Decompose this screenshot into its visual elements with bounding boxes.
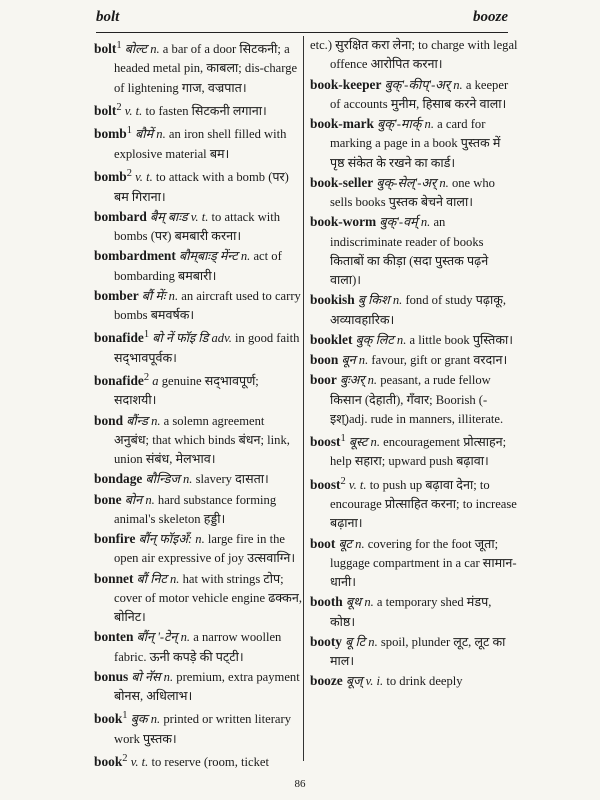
definition: favour, gift or grant वरदान। bbox=[371, 353, 508, 367]
part-of-speech: v. t. bbox=[130, 755, 149, 770]
dictionary-entry bbox=[94, 368, 302, 411]
dictionary-entry bbox=[310, 350, 518, 370]
headword: bonnet bbox=[94, 570, 134, 586]
definition: in good faith सद्‌भावपूर्वक। bbox=[114, 331, 300, 365]
part-of-speech: n. bbox=[368, 634, 378, 649]
pronunciation: बूट bbox=[338, 536, 353, 551]
homograph-number: 1 bbox=[122, 710, 128, 722]
pronunciation: बौंन् फॉइॲं: bbox=[138, 532, 193, 547]
dictionary-entry bbox=[310, 370, 518, 429]
pronunciation: बुक्‌'-मार्क् bbox=[377, 117, 422, 131]
part-of-speech: n. bbox=[156, 127, 166, 142]
headword: bolt bbox=[94, 41, 117, 57]
part-of-speech: adv. bbox=[211, 331, 232, 346]
headword: bolt bbox=[94, 103, 117, 119]
pronunciation: बुःअर् bbox=[339, 373, 365, 388]
dictionary-entry bbox=[94, 325, 302, 368]
definition: an iron shell filled with explosive material बम। bbox=[114, 127, 287, 161]
definition: hard substance forming animal's skeleton हड्डी। bbox=[114, 492, 277, 526]
dictionary-entry bbox=[94, 36, 302, 98]
pronunciation: बु किश bbox=[357, 293, 390, 308]
definition: fond of study पढ़ाकू, अव्यावहारिक। bbox=[330, 293, 507, 327]
dictionary-entry bbox=[94, 667, 302, 707]
left-column bbox=[94, 36, 302, 773]
pronunciation: बौन्डिज bbox=[145, 472, 180, 487]
pronunciation: बुक्‌'-कीप्‌'-अर् bbox=[384, 77, 451, 92]
part-of-speech: n. bbox=[150, 42, 160, 57]
pronunciation: बौं मेंः bbox=[141, 288, 166, 303]
definition: a temporary shed मंडप, कोष्ठ। bbox=[330, 595, 492, 629]
dictionary-entry bbox=[310, 592, 518, 632]
dictionary-entry bbox=[310, 290, 518, 330]
dictionary-entry bbox=[310, 429, 518, 472]
pronunciation: बूस्ट bbox=[348, 435, 368, 450]
homograph-number: 2 bbox=[340, 475, 346, 487]
part-of-speech: n. bbox=[163, 669, 174, 684]
running-header bbox=[96, 6, 508, 33]
homograph-number: 1 bbox=[340, 433, 346, 444]
headword: bomb bbox=[94, 126, 127, 142]
definition: one who sells books पुस्तक बेचने वाला। bbox=[330, 175, 495, 209]
part-of-speech: n. bbox=[168, 288, 179, 303]
definition: large fire in the open air expressive of joy उत्सवाग्नि। bbox=[114, 532, 296, 566]
pronunciation: बौम्‌बाःड् मेंन्ट bbox=[179, 249, 238, 264]
part-of-speech: v. t. bbox=[190, 209, 209, 224]
definition: premium, extra payment बोनस, अधिलाभ। bbox=[114, 669, 300, 704]
homograph-number: 2 bbox=[126, 168, 132, 180]
headword: boot bbox=[310, 535, 336, 551]
pronunciation: बौमें bbox=[135, 127, 154, 142]
headword: book bbox=[94, 711, 123, 727]
pronunciation: बोन bbox=[124, 492, 143, 507]
homograph-number: 1 bbox=[116, 40, 122, 51]
definition: encouragement प्रोत्साहन; help सहारा; upward push बढ़ावा। bbox=[330, 435, 507, 469]
part-of-speech: n. bbox=[180, 630, 191, 645]
definition: a little book पुस्तिका। bbox=[409, 332, 514, 347]
guide-word-left: bolt bbox=[96, 9, 120, 25]
dictionary-entry bbox=[94, 286, 302, 326]
definition: to push up बढ़ावा देना; to encourage प्रोत्साहित करना; to increase बढ़ाना। bbox=[330, 477, 517, 531]
definition: to reserve (room, ticket bbox=[151, 755, 269, 770]
headword: booze bbox=[310, 673, 343, 689]
pronunciation: बो नॅस bbox=[131, 669, 161, 684]
headword: bomb bbox=[94, 169, 127, 185]
part-of-speech: v. i. bbox=[365, 674, 384, 689]
part-of-speech: n. bbox=[424, 117, 434, 131]
dictionary-entry bbox=[310, 114, 518, 173]
headword: bone bbox=[94, 491, 122, 507]
part-of-speech: n. bbox=[183, 472, 193, 487]
headword: bonafide bbox=[94, 330, 144, 346]
definition: peasant, a rude fellow किसान (देहाती), गँवार; Boorish (-इश्)adj. rude in manners, illiterate. bbox=[330, 373, 504, 426]
definition: an aircraft used to carry bombs बमवर्षक। bbox=[114, 288, 301, 322]
headword: bombardment bbox=[94, 248, 176, 264]
headword: bonafide bbox=[94, 373, 144, 389]
headword: book bbox=[94, 754, 123, 770]
dictionary-entry bbox=[94, 246, 302, 286]
headword: booty bbox=[310, 633, 342, 649]
headword: bomber bbox=[94, 287, 139, 303]
part-of-speech: v. t. bbox=[124, 104, 143, 119]
part-of-speech: n. bbox=[453, 77, 463, 92]
definition: printed or written literary work पुस्तक। bbox=[114, 712, 291, 746]
part-of-speech: n. bbox=[145, 492, 155, 507]
headword: bondage bbox=[94, 471, 143, 487]
definition: to drink deeply bbox=[386, 674, 463, 689]
pronunciation: बौंन् '-टेन् bbox=[136, 630, 178, 645]
homograph-number: 2 bbox=[116, 101, 122, 113]
definition: spoil, plunder लूट, लूट का माल। bbox=[330, 634, 506, 669]
pronunciation: बून bbox=[341, 353, 356, 367]
guide-word-right: booze bbox=[473, 9, 508, 25]
pronunciation: बूथ bbox=[345, 595, 362, 610]
headword: bombard bbox=[94, 208, 147, 224]
part-of-speech: n. bbox=[195, 532, 205, 547]
pronunciation: बुक bbox=[130, 712, 148, 727]
part-of-speech: n. bbox=[358, 353, 369, 367]
headword: bookish bbox=[310, 292, 355, 308]
dictionary-entry bbox=[94, 490, 302, 530]
pronunciation: बू टि bbox=[345, 634, 366, 649]
part-of-speech: a bbox=[152, 374, 159, 389]
pronunciation: बोल्ट bbox=[124, 42, 148, 57]
dictionary-entry bbox=[94, 121, 302, 164]
headword: book-seller bbox=[310, 174, 374, 190]
pronunciation: बौं निट bbox=[136, 571, 167, 586]
definition: genuine सद्‌भावपूर्ण; सदाशयी। bbox=[114, 374, 259, 408]
pronunciation: बुक्‌'-वर्म् bbox=[379, 215, 418, 230]
headword: book-worm bbox=[310, 214, 377, 230]
right-column bbox=[310, 36, 518, 692]
homograph-number: 1 bbox=[143, 329, 150, 341]
dictionary-entry bbox=[310, 632, 518, 672]
dictionary-entry bbox=[310, 330, 518, 350]
part-of-speech: n. bbox=[355, 536, 365, 551]
headword: boost bbox=[310, 434, 341, 450]
dictionary-entry bbox=[310, 671, 518, 691]
dictionary-entry bbox=[94, 207, 302, 247]
definition: an indiscriminate reader of books किताबों का कीड़ा (सदा पुस्तक पढ़ने वाला)। bbox=[330, 215, 489, 287]
part-of-speech: n. bbox=[420, 215, 431, 230]
part-of-speech: n. bbox=[370, 435, 380, 450]
homograph-number: 2 bbox=[143, 371, 150, 383]
dictionary-entry bbox=[94, 469, 302, 489]
part-of-speech: n. bbox=[150, 712, 161, 727]
definition: to attack with bombs (पर) बमबारी करना। bbox=[114, 209, 281, 243]
headword: booth bbox=[310, 594, 343, 610]
headword: bonus bbox=[94, 668, 129, 684]
headword: boost bbox=[310, 476, 341, 492]
part-of-speech: n. bbox=[396, 332, 407, 347]
definition: etc.) सुरक्षित करा लेना; to charge with legal offence आरोपित करना। bbox=[310, 38, 518, 72]
dictionary-entry bbox=[94, 529, 302, 569]
definition: covering for the foot जूता; luggage compartment in a car सामान-धानी। bbox=[330, 536, 517, 590]
definition: a narrow woollen fabric. ऊनी कपड़े की पट्‌टी। bbox=[114, 630, 282, 664]
pronunciation: बो नें फॉइ डि bbox=[152, 331, 209, 346]
dictionary-entry bbox=[310, 212, 518, 290]
pronunciation: बूज् bbox=[345, 674, 363, 689]
dictionary-entry bbox=[94, 749, 302, 772]
dictionary-entry bbox=[310, 36, 518, 75]
headword: bonfire bbox=[94, 531, 136, 547]
headword: bond bbox=[94, 412, 124, 428]
headword: boor bbox=[310, 372, 337, 388]
dictionary-entry bbox=[94, 164, 302, 207]
headword: booklet bbox=[310, 331, 353, 347]
part-of-speech: v. t. bbox=[135, 170, 153, 185]
definition: a card for marking a page in a book पुस्तक में पृष्ठ संकेत के रखने का कार्ड। bbox=[330, 117, 501, 170]
part-of-speech: n. bbox=[169, 571, 180, 586]
definition: to attack with a bomb (पर) बम गिराना। bbox=[114, 170, 289, 204]
dictionary-entry bbox=[94, 706, 302, 749]
pronunciation: बौंन्ड bbox=[126, 413, 148, 428]
headword: book-mark bbox=[310, 116, 374, 131]
homograph-number: 2 bbox=[122, 753, 128, 765]
dictionary-entry bbox=[94, 627, 302, 667]
definition: hat with strings टोप; cover of motor vehicle engine ढक्कन, बोनिट। bbox=[114, 571, 302, 625]
dictionary-entry bbox=[94, 411, 302, 470]
dictionary-entry bbox=[310, 75, 518, 115]
definition: to fasten सिटकनी लगाना। bbox=[145, 104, 267, 119]
dictionary-entry bbox=[310, 173, 518, 213]
dictionary-entry bbox=[94, 569, 302, 628]
headword: boon bbox=[310, 352, 339, 367]
dictionary-entry bbox=[310, 534, 518, 593]
page-number: 86 bbox=[294, 778, 306, 790]
part-of-speech: n. bbox=[151, 413, 161, 428]
pronunciation: बुक् लिट bbox=[355, 332, 394, 347]
definition: act of bombarding बमबारी। bbox=[114, 249, 282, 283]
definition: a keeper of accounts मुनीम, हिसाब करने वाला। bbox=[330, 77, 509, 111]
pronunciation: बैम् बाःड bbox=[150, 209, 188, 224]
part-of-speech: n. bbox=[392, 293, 403, 308]
definition: slavery दासता। bbox=[195, 472, 269, 487]
headword: bonten bbox=[94, 629, 134, 645]
column-divider bbox=[303, 36, 304, 761]
headword: book-keeper bbox=[310, 76, 382, 92]
dictionary-entry bbox=[94, 98, 302, 121]
part-of-speech: n. bbox=[364, 595, 374, 610]
definition: a bar of a door सिटकनी; a headed metal pin, काबला; dis-charge of lightening गाज, वज्रपात। bbox=[114, 42, 298, 95]
pronunciation: बुक्‌-सेल्‌'-अर् bbox=[376, 175, 437, 190]
part-of-speech: v. t. bbox=[348, 477, 367, 492]
part-of-speech: n. bbox=[240, 249, 251, 264]
dictionary-entry bbox=[310, 472, 518, 534]
homograph-number: 1 bbox=[126, 125, 132, 137]
part-of-speech: n. bbox=[367, 373, 378, 388]
part-of-speech: n. bbox=[439, 175, 449, 190]
definition: a solemn agreement अनुबंध; that which binds बंधन; link, union संबंध, मेलभाव। bbox=[114, 413, 290, 467]
